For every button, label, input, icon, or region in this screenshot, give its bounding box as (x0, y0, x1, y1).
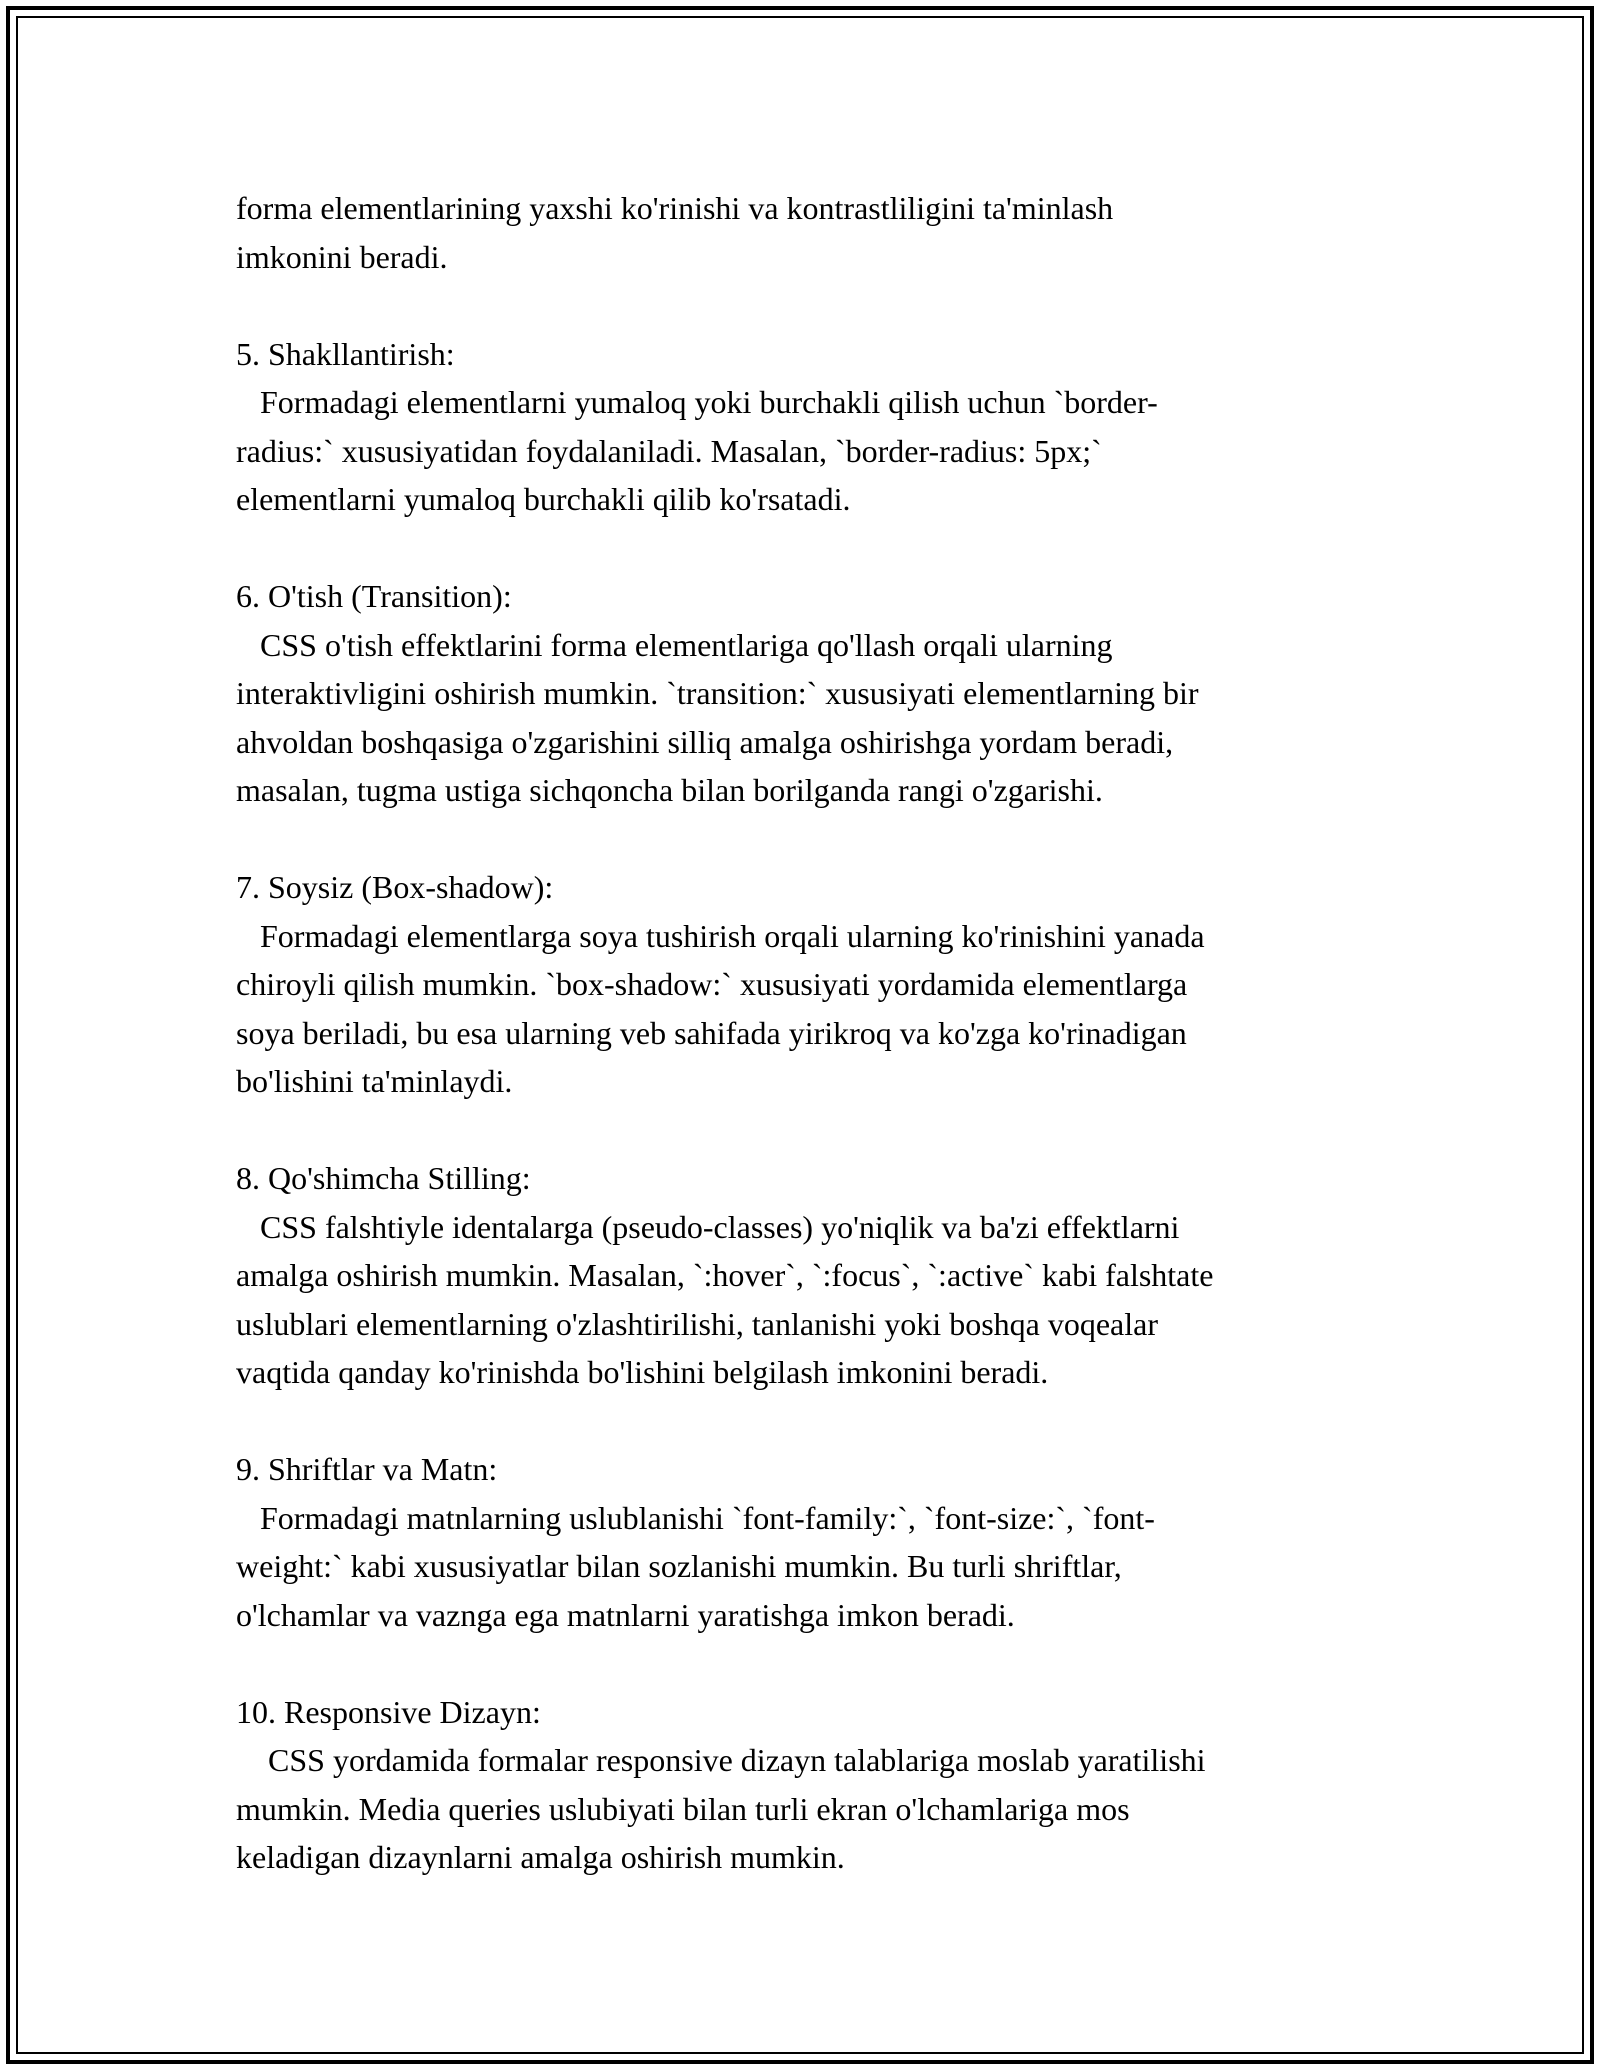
section-line: Formadagi matnlarning uslublanishi `font-family:`, `font-size:`, `font- (236, 1499, 1155, 1536)
section-heading: 9. Shriftlar va Matn: (236, 1451, 498, 1487)
section-line: Formadagi elementlarni yumaloq yoki burchakli qilish uchun `border- (236, 384, 1158, 420)
section-heading: 7. Soysiz (Box-shadow): (236, 869, 554, 905)
section-line: ahvoldan boshqasiga o'zgarishini silliq amalga oshirishga yordam beradi, (236, 723, 1174, 760)
section-line: soya beriladi, bu esa ularning veb sahifada yirikroq va ko'zga ko'rinadigan (236, 1014, 1187, 1051)
paragraph-gap (236, 1397, 1376, 1446)
section-line: mumkin. Media queries uslubiyati bilan turli ekran o'lchamlariga mos (236, 1790, 1130, 1827)
section-heading: 5. Shakllantirish: (236, 335, 455, 372)
section-line: Formadagi elementlarga soya tushirish orqali ularning ko'rinishini yanada (236, 917, 1205, 954)
section-line: uslublari elementlarning o'zlashtirilishi, tanlanishi yoki boshqa voqealar (236, 1305, 1158, 1342)
section-line: masalan, tugma ustiga sichqoncha bilan borilganda rangi o'zgarishi. (236, 772, 1103, 808)
section-heading: 8. Qo'shimcha Stilling: (236, 1160, 531, 1196)
intro-line: forma elementlarining yaxshi ko'rinishi va kontrastliligini ta'minlash (236, 190, 1114, 226)
document-body (236, 184, 1376, 1882)
section-line: elementlarni yumaloq burchakli qilib ko'rsatadi. (236, 481, 851, 517)
paragraph-gap (236, 281, 1376, 330)
section-line: CSS o'tish effektlarini forma elementlariga qo'llash orqali ularning (236, 626, 1113, 663)
section-line: chiroyli qilish mumkin. `box-shadow:` xususiyati yordamida elementlarga (236, 966, 1188, 1002)
paragraph-gap (236, 1106, 1376, 1155)
paragraph-gap (236, 815, 1376, 864)
section-heading: 6. O'tish (Transition): (236, 578, 512, 614)
section-line: radius:` xususiyatidan foydalaniladi. Masalan, `border-radius: 5px;` (236, 432, 1102, 469)
section-line: CSS falshtiyle identalarga (pseudo-classes) yo'niqlik va ba'zi effektlarni (236, 1208, 1180, 1245)
paragraph-gap (236, 1639, 1376, 1688)
section-line: interaktivligini oshirish mumkin. `transition:` xususiyati elementlarning bir (236, 675, 1199, 711)
paragraph-gap (236, 524, 1376, 573)
section-line: o'lchamlar va vaznga ega matnlarni yaratishga imkon beradi. (236, 1596, 1015, 1633)
section-line: vaqtida qanday ko'rinishda bo'lishini belgilash imkonini beradi. (236, 1354, 1049, 1390)
section-line: bo'lishini ta'minlaydi. (236, 1063, 513, 1099)
section-heading: 10. Responsive Dizayn: (236, 1693, 541, 1730)
section-line: CSS yordamida formalar responsive dizayn talablariga moslab yaratilishi (236, 1742, 1206, 1778)
section-line: keladigan dizaynlarni amalga oshirish mumkin. (236, 1839, 845, 1875)
section-line: amalga oshirish mumkin. Masalan, `:hover`, `:focus`, `:active` kabi falshtate (236, 1257, 1214, 1293)
section-line: weight:` kabi xususiyatlar bilan sozlanishi mumkin. Bu turli shriftlar, (236, 1548, 1122, 1584)
intro-line: imkonini beradi. (236, 238, 448, 275)
